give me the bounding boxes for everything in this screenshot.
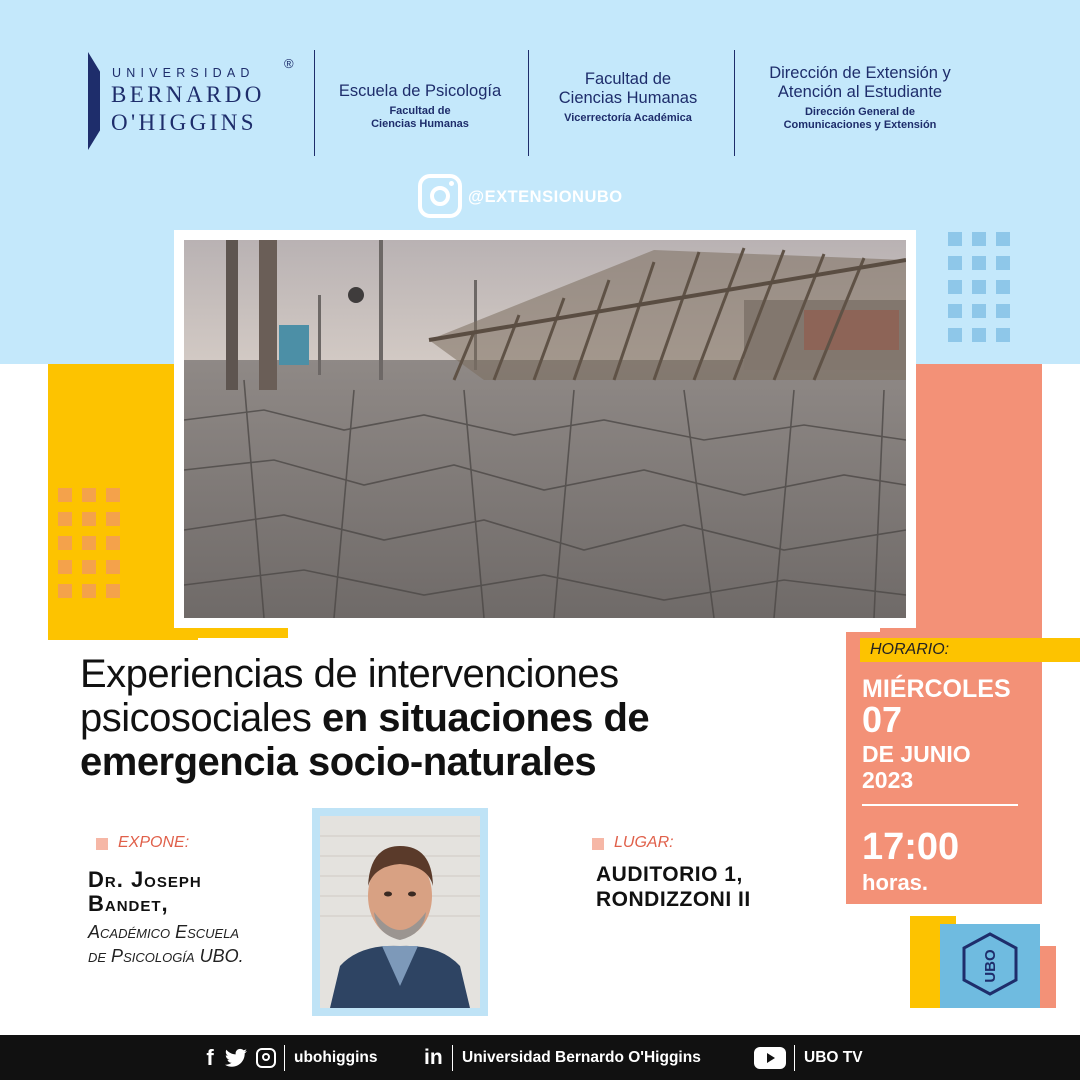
speaker-role-line: Académico Escuela — [88, 922, 240, 942]
location-name — [596, 862, 751, 912]
event-title-light: psicosociales — [80, 696, 323, 740]
schedule-month: DE JUNIO — [862, 741, 971, 767]
social-icons — [202, 1035, 276, 1080]
twitter-icon[interactable] — [224, 1048, 248, 1068]
speaker-label: EXPONE: — [118, 834, 190, 851]
event-title-bold: en situaciones de — [322, 696, 650, 740]
footer-bar — [0, 1035, 1080, 1080]
event-title-bold: emergencia socio-naturales — [80, 740, 597, 784]
event-title-light: Experiencias de intervenciones — [80, 652, 619, 696]
location-line: RONDIZZONI II — [596, 888, 751, 911]
youtube-name[interactable]: UBO TV — [804, 1048, 863, 1066]
speaker-name-line: Bandet, — [88, 891, 169, 916]
instagram-handle[interactable]: @EXTENSIONUBO — [468, 188, 623, 206]
event-title — [80, 652, 850, 784]
logo-line-1: UNIVERSIDAD — [112, 66, 255, 80]
schedule-divider — [862, 804, 1018, 806]
org-direccion-extension — [744, 64, 976, 132]
org-title: Atención al Estudiante — [777, 83, 943, 101]
schedule-label: HORARIO: — [870, 641, 950, 658]
org-title: Facultad de — [584, 70, 672, 88]
org-subtitle: Vicerrectoría Académica — [564, 112, 692, 124]
logo-line-2: BERNARDO — [111, 82, 265, 107]
org-escuela-psicologia — [324, 82, 516, 131]
label-square — [96, 838, 108, 850]
label-square — [592, 838, 604, 850]
event-photo-frame — [174, 230, 916, 628]
instagram-icon — [418, 174, 462, 218]
decor-blue-dot-grid — [948, 232, 1010, 342]
schedule-time-unit: horas. — [862, 870, 929, 895]
header-divider — [734, 50, 735, 156]
speaker-name — [88, 868, 202, 916]
header-divider — [314, 50, 315, 156]
decor-yellow-line — [172, 628, 288, 638]
footer-divider — [452, 1045, 453, 1071]
header-divider — [528, 50, 529, 156]
social-handle[interactable]: ubohiggins — [294, 1048, 378, 1066]
schedule-date: 07 — [862, 699, 903, 740]
org-title: Dirección de Extensión y — [769, 64, 951, 82]
schedule-day: MIÉRCOLES — [862, 675, 1011, 703]
footer-divider — [794, 1045, 795, 1071]
org-subtitle: Comunicaciones y Extensión — [783, 119, 937, 131]
ubo-badge — [940, 924, 1040, 1008]
linkedin-name[interactable]: Universidad Bernardo O'Higgins — [462, 1048, 701, 1066]
ubo-logo-icon — [940, 924, 1040, 1008]
location-label: LUGAR: — [614, 834, 674, 851]
registered-mark: ® — [284, 56, 294, 71]
org-title: Escuela de Psicología — [338, 82, 502, 100]
facebook-icon[interactable]: f — [206, 1044, 214, 1070]
org-title: Ciencias Humanas — [558, 89, 698, 107]
speaker-name-line: Dr. Joseph — [88, 867, 202, 892]
decor-orange-dot-grid — [58, 488, 120, 598]
instagram-icon[interactable] — [256, 1048, 276, 1068]
org-subtitle: Dirección General de — [804, 106, 916, 118]
schedule-year: 2023 — [862, 767, 914, 793]
ubo-badge-text: UBO — [982, 949, 999, 983]
youtube-icon[interactable] — [754, 1035, 786, 1080]
org-facultad-ciencias — [536, 70, 720, 125]
footer-divider — [284, 1045, 285, 1071]
event-photo — [184, 240, 906, 618]
logo-line-3: O'HIGGINS — [111, 110, 257, 135]
linkedin-icon[interactable]: in — [424, 1045, 443, 1069]
location-line: AUDITORIO 1, — [596, 863, 743, 886]
speaker-role — [88, 920, 244, 968]
org-subtitle: Ciencias Humanas — [371, 118, 469, 130]
schedule-time: 17:00 — [862, 826, 960, 868]
speaker-portrait — [320, 816, 480, 1008]
speaker-portrait-frame — [312, 808, 488, 1016]
speaker-role-line: de Psicología UBO. — [88, 946, 244, 966]
org-subtitle: Facultad de — [389, 105, 451, 117]
